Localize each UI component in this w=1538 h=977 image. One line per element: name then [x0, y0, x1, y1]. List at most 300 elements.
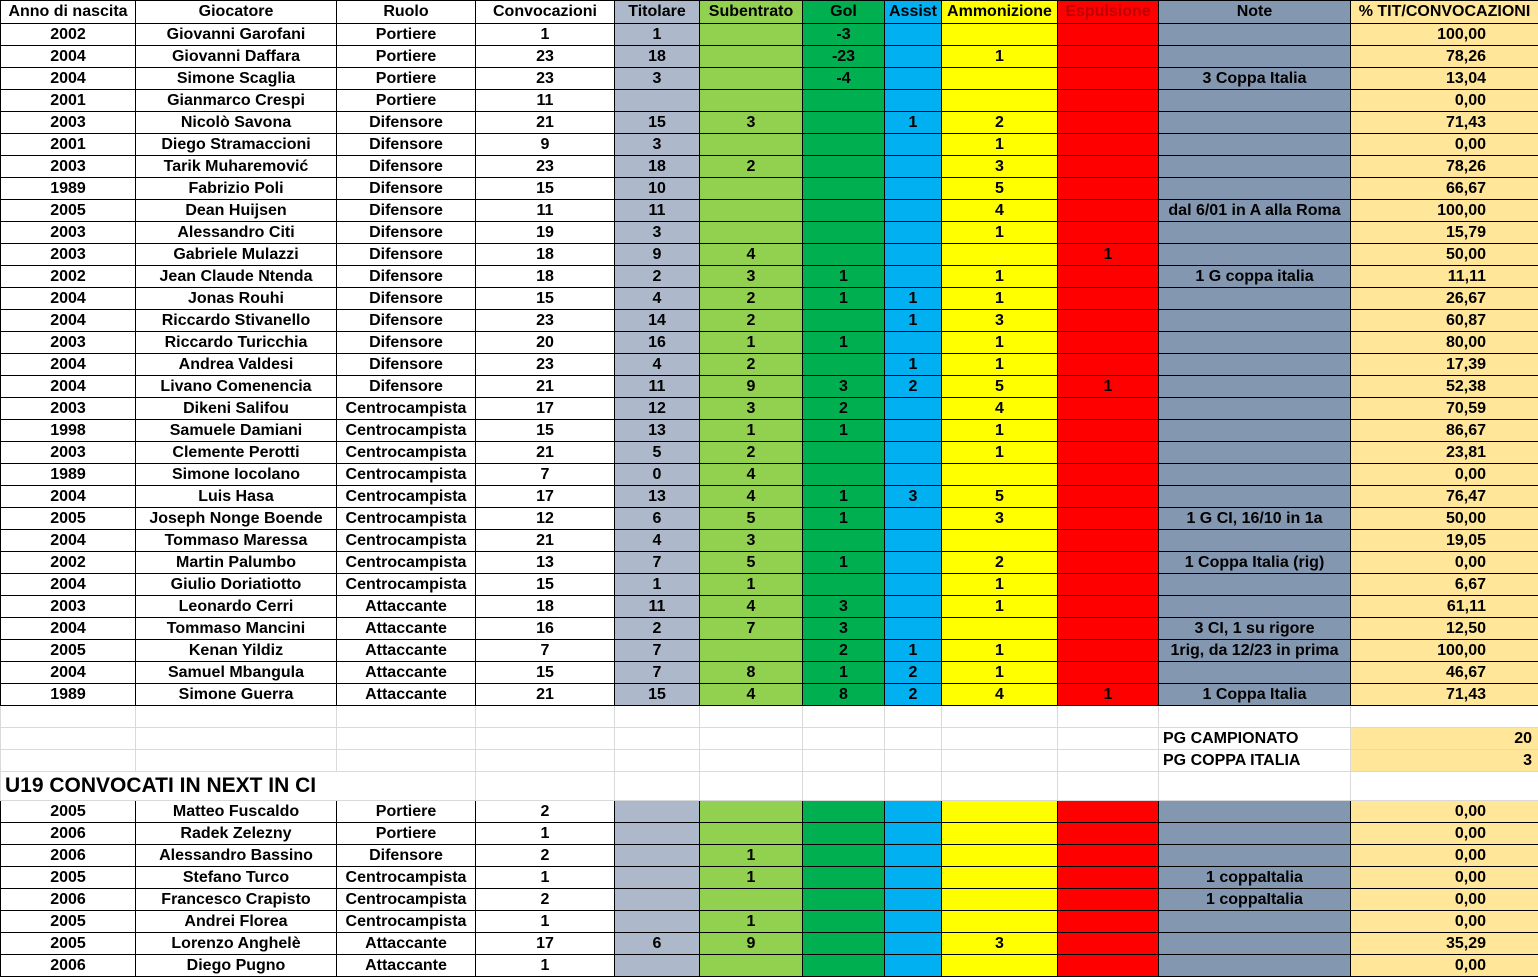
cell-titolare[interactable]: 15 [615, 684, 700, 706]
cell-ammonizione[interactable]: 1 [942, 574, 1058, 596]
cell-subentrato[interactable] [700, 24, 803, 46]
empty-cell[interactable] [700, 728, 803, 750]
summary-value[interactable]: 20 [1351, 728, 1538, 750]
cell-titolare[interactable] [615, 867, 700, 889]
cell-percent[interactable]: 52,38 [1351, 376, 1538, 398]
cell-convocazioni[interactable]: 2 [476, 801, 615, 823]
cell-convocazioni[interactable]: 23 [476, 354, 615, 376]
header-subentrato[interactable]: Subentrato [700, 1, 803, 24]
cell-gol[interactable]: 1 [803, 266, 885, 288]
cell-percent[interactable]: 6,67 [1351, 574, 1538, 596]
cell-gol[interactable] [803, 933, 885, 955]
cell-note[interactable]: 3 Coppa Italia [1159, 68, 1351, 90]
cell-ammonizione[interactable] [942, 618, 1058, 640]
cell-giocatore[interactable]: Jonas Rouhi [136, 288, 337, 310]
cell-giocatore[interactable]: Tommaso Mancini [136, 618, 337, 640]
cell-titolare[interactable]: 18 [615, 156, 700, 178]
empty-cell[interactable] [1058, 728, 1159, 750]
cell-giocatore[interactable]: Dikeni Salifou [136, 398, 337, 420]
summary-value[interactable]: 3 [1351, 750, 1538, 772]
cell-titolare[interactable]: 1 [615, 574, 700, 596]
cell-gol[interactable] [803, 574, 885, 596]
cell-subentrato[interactable]: 9 [700, 933, 803, 955]
empty-cell[interactable] [1, 706, 136, 728]
cell-note[interactable] [1159, 955, 1351, 977]
cell-espulsione[interactable] [1058, 911, 1159, 933]
cell-anno[interactable]: 2004 [1, 354, 136, 376]
cell-ruolo[interactable]: Centrocampista [337, 911, 476, 933]
cell-percent[interactable]: 19,05 [1351, 530, 1538, 552]
cell-ammonizione[interactable]: 2 [942, 552, 1058, 574]
cell-note[interactable]: 1 coppaItalia [1159, 889, 1351, 911]
cell-assist[interactable] [885, 134, 942, 156]
cell-note[interactable] [1159, 156, 1351, 178]
cell-assist[interactable]: 1 [885, 288, 942, 310]
cell-titolare[interactable] [615, 801, 700, 823]
cell-gol[interactable] [803, 530, 885, 552]
empty-cell[interactable] [337, 750, 476, 772]
cell-ammonizione[interactable]: 1 [942, 640, 1058, 662]
cell-espulsione[interactable] [1058, 845, 1159, 867]
cell-titolare[interactable] [615, 823, 700, 845]
cell-giocatore[interactable]: Lorenzo Anghelè [136, 933, 337, 955]
cell-anno[interactable]: 2002 [1, 552, 136, 574]
cell-espulsione[interactable] [1058, 68, 1159, 90]
cell-note[interactable]: 1rig, da 12/23 in prima [1159, 640, 1351, 662]
cell-convocazioni[interactable]: 15 [476, 178, 615, 200]
cell-convocazioni[interactable]: 23 [476, 310, 615, 332]
cell-ruolo[interactable]: Attaccante [337, 955, 476, 977]
cell-note[interactable] [1159, 486, 1351, 508]
empty-cell[interactable] [476, 750, 615, 772]
header-ruolo[interactable]: Ruolo [337, 1, 476, 24]
cell-anno[interactable]: 2003 [1, 442, 136, 464]
cell-assist[interactable] [885, 24, 942, 46]
cell-giocatore[interactable]: Riccardo Turicchia [136, 332, 337, 354]
cell-ammonizione[interactable] [942, 867, 1058, 889]
empty-cell[interactable] [1159, 706, 1351, 728]
cell-anno[interactable]: 2004 [1, 376, 136, 398]
empty-cell[interactable] [1, 728, 136, 750]
cell-percent[interactable]: 50,00 [1351, 244, 1538, 266]
cell-espulsione[interactable] [1058, 24, 1159, 46]
cell-percent[interactable]: 46,67 [1351, 662, 1538, 684]
cell-espulsione[interactable] [1058, 889, 1159, 911]
cell-ammonizione[interactable]: 3 [942, 156, 1058, 178]
cell-ammonizione[interactable]: 4 [942, 200, 1058, 222]
cell-espulsione[interactable] [1058, 46, 1159, 68]
cell-anno[interactable]: 2003 [1, 596, 136, 618]
cell-titolare[interactable]: 12 [615, 398, 700, 420]
cell-note[interactable] [1159, 354, 1351, 376]
cell-note[interactable] [1159, 933, 1351, 955]
cell-gol[interactable]: 3 [803, 596, 885, 618]
cell-giocatore[interactable]: Leonardo Cerri [136, 596, 337, 618]
cell-anno[interactable]: 2006 [1, 955, 136, 977]
cell-convocazioni[interactable]: 19 [476, 222, 615, 244]
cell-subentrato[interactable]: 1 [700, 420, 803, 442]
cell-gol[interactable] [803, 90, 885, 112]
cell-titolare[interactable]: 6 [615, 508, 700, 530]
cell-percent[interactable]: 71,43 [1351, 684, 1538, 706]
cell-espulsione[interactable] [1058, 354, 1159, 376]
cell-anno[interactable]: 2003 [1, 112, 136, 134]
cell-anno[interactable]: 2004 [1, 530, 136, 552]
cell-subentrato[interactable]: 4 [700, 684, 803, 706]
cell-ammonizione[interactable]: 2 [942, 112, 1058, 134]
cell-espulsione[interactable] [1058, 200, 1159, 222]
cell-subentrato[interactable]: 9 [700, 376, 803, 398]
cell-note[interactable]: dal 6/01 in A alla Roma [1159, 200, 1351, 222]
cell-percent[interactable]: 100,00 [1351, 24, 1538, 46]
cell-percent[interactable]: 26,67 [1351, 288, 1538, 310]
cell-giocatore[interactable]: Nicolò Savona [136, 112, 337, 134]
cell-gol[interactable] [803, 911, 885, 933]
cell-gol[interactable] [803, 354, 885, 376]
cell-assist[interactable] [885, 90, 942, 112]
cell-gol[interactable]: 2 [803, 640, 885, 662]
cell-titolare[interactable]: 11 [615, 376, 700, 398]
cell-assist[interactable] [885, 867, 942, 889]
cell-assist[interactable] [885, 823, 942, 845]
cell-ruolo[interactable]: Centrocampista [337, 420, 476, 442]
cell-ruolo[interactable]: Centrocampista [337, 574, 476, 596]
cell-convocazioni[interactable]: 21 [476, 376, 615, 398]
cell-assist[interactable]: 1 [885, 310, 942, 332]
cell-anno[interactable]: 2005 [1, 911, 136, 933]
cell-assist[interactable] [885, 442, 942, 464]
cell-assist[interactable] [885, 530, 942, 552]
cell-subentrato[interactable]: 1 [700, 911, 803, 933]
cell-note[interactable] [1159, 464, 1351, 486]
cell-ammonizione[interactable] [942, 24, 1058, 46]
cell-note[interactable] [1159, 112, 1351, 134]
cell-anno[interactable]: 2003 [1, 398, 136, 420]
cell-gol[interactable] [803, 442, 885, 464]
empty-cell[interactable] [136, 706, 337, 728]
cell-ruolo[interactable]: Portiere [337, 90, 476, 112]
cell-percent[interactable]: 78,26 [1351, 46, 1538, 68]
cell-percent[interactable]: 78,26 [1351, 156, 1538, 178]
empty-cell[interactable] [136, 750, 337, 772]
cell-note[interactable] [1159, 222, 1351, 244]
cell-percent[interactable]: 66,67 [1351, 178, 1538, 200]
cell-ammonizione[interactable] [942, 90, 1058, 112]
cell-subentrato[interactable]: 1 [700, 574, 803, 596]
cell-anno[interactable]: 2003 [1, 222, 136, 244]
empty-cell[interactable] [942, 750, 1058, 772]
cell-giocatore[interactable]: Tommaso Maressa [136, 530, 337, 552]
cell-gol[interactable] [803, 178, 885, 200]
cell-note[interactable] [1159, 90, 1351, 112]
cell-note[interactable]: 1 coppaItalia [1159, 867, 1351, 889]
cell-convocazioni[interactable]: 15 [476, 420, 615, 442]
cell-percent[interactable]: 0,00 [1351, 845, 1538, 867]
cell-ammonizione[interactable]: 5 [942, 376, 1058, 398]
header-gol[interactable]: Gol [803, 1, 885, 24]
cell-giocatore[interactable]: Giovanni Garofani [136, 24, 337, 46]
cell-giocatore[interactable]: Alessandro Citi [136, 222, 337, 244]
empty-cell[interactable] [803, 728, 885, 750]
cell-percent[interactable]: 13,04 [1351, 68, 1538, 90]
cell-titolare[interactable]: 13 [615, 486, 700, 508]
cell-gol[interactable] [803, 889, 885, 911]
cell-ruolo[interactable]: Difensore [337, 266, 476, 288]
header-convocazioni[interactable]: Convocazioni [476, 1, 615, 24]
cell-ruolo[interactable]: Difensore [337, 332, 476, 354]
cell-convocazioni[interactable]: 12 [476, 508, 615, 530]
cell-assist[interactable] [885, 552, 942, 574]
cell-espulsione[interactable] [1058, 398, 1159, 420]
empty-cell[interactable] [476, 772, 615, 801]
cell-anno[interactable]: 2004 [1, 618, 136, 640]
cell-gol[interactable] [803, 134, 885, 156]
cell-percent[interactable]: 17,39 [1351, 354, 1538, 376]
cell-percent[interactable]: 23,81 [1351, 442, 1538, 464]
cell-note[interactable] [1159, 332, 1351, 354]
cell-gol[interactable]: 8 [803, 684, 885, 706]
cell-subentrato[interactable]: 3 [700, 112, 803, 134]
cell-titolare[interactable]: 3 [615, 68, 700, 90]
cell-subentrato[interactable] [700, 955, 803, 977]
cell-note[interactable] [1159, 662, 1351, 684]
cell-percent[interactable]: 0,00 [1351, 823, 1538, 845]
cell-giocatore[interactable]: Luis Hasa [136, 486, 337, 508]
cell-anno[interactable]: 2004 [1, 574, 136, 596]
cell-anno[interactable]: 2004 [1, 310, 136, 332]
cell-anno[interactable]: 2005 [1, 867, 136, 889]
cell-subentrato[interactable]: 5 [700, 552, 803, 574]
cell-gol[interactable] [803, 823, 885, 845]
cell-ammonizione[interactable] [942, 889, 1058, 911]
cell-titolare[interactable]: 2 [615, 618, 700, 640]
cell-gol[interactable]: 1 [803, 486, 885, 508]
cell-titolare[interactable]: 3 [615, 222, 700, 244]
cell-ammonizione[interactable]: 1 [942, 442, 1058, 464]
cell-ammonizione[interactable] [942, 823, 1058, 845]
header-ammonizione[interactable]: Ammonizione [942, 1, 1058, 24]
cell-assist[interactable]: 2 [885, 684, 942, 706]
cell-ruolo[interactable]: Difensore [337, 112, 476, 134]
cell-note[interactable]: 1 Coppa Italia [1159, 684, 1351, 706]
cell-espulsione[interactable] [1058, 486, 1159, 508]
cell-subentrato[interactable]: 4 [700, 244, 803, 266]
empty-cell[interactable] [803, 772, 885, 801]
cell-subentrato[interactable] [700, 640, 803, 662]
empty-cell[interactable] [1351, 706, 1538, 728]
cell-assist[interactable]: 1 [885, 640, 942, 662]
cell-assist[interactable] [885, 156, 942, 178]
cell-ruolo[interactable]: Difensore [337, 354, 476, 376]
empty-cell[interactable] [1159, 772, 1351, 801]
cell-ammonizione[interactable]: 4 [942, 684, 1058, 706]
empty-cell[interactable] [700, 750, 803, 772]
cell-percent[interactable]: 12,50 [1351, 618, 1538, 640]
cell-subentrato[interactable]: 2 [700, 156, 803, 178]
cell-note[interactable] [1159, 24, 1351, 46]
cell-assist[interactable] [885, 464, 942, 486]
cell-subentrato[interactable]: 5 [700, 508, 803, 530]
cell-anno[interactable]: 2005 [1, 200, 136, 222]
cell-giocatore[interactable]: Jean Claude Ntenda [136, 266, 337, 288]
cell-gol[interactable]: 3 [803, 376, 885, 398]
cell-anno[interactable]: 2005 [1, 801, 136, 823]
cell-subentrato[interactable]: 2 [700, 288, 803, 310]
cell-convocazioni[interactable]: 21 [476, 442, 615, 464]
cell-ruolo[interactable]: Centrocampista [337, 398, 476, 420]
cell-subentrato[interactable] [700, 90, 803, 112]
cell-espulsione[interactable] [1058, 933, 1159, 955]
cell-ammonizione[interactable] [942, 530, 1058, 552]
cell-titolare[interactable]: 3 [615, 134, 700, 156]
cell-convocazioni[interactable]: 23 [476, 68, 615, 90]
cell-ammonizione[interactable]: 1 [942, 222, 1058, 244]
cell-note[interactable] [1159, 530, 1351, 552]
cell-convocazioni[interactable]: 20 [476, 332, 615, 354]
cell-note[interactable] [1159, 178, 1351, 200]
cell-assist[interactable] [885, 596, 942, 618]
cell-gol[interactable] [803, 244, 885, 266]
cell-percent[interactable]: 0,00 [1351, 867, 1538, 889]
cell-giocatore[interactable]: Gabriele Mulazzi [136, 244, 337, 266]
empty-cell[interactable] [1351, 772, 1538, 801]
cell-convocazioni[interactable]: 15 [476, 662, 615, 684]
cell-gol[interactable] [803, 867, 885, 889]
cell-ammonizione[interactable] [942, 68, 1058, 90]
cell-anno[interactable]: 1989 [1, 464, 136, 486]
cell-anno[interactable]: 2006 [1, 889, 136, 911]
cell-ruolo[interactable]: Difensore [337, 376, 476, 398]
cell-giocatore[interactable]: Kenan Yildiz [136, 640, 337, 662]
cell-gol[interactable]: 1 [803, 420, 885, 442]
cell-assist[interactable] [885, 845, 942, 867]
cell-anno[interactable]: 2003 [1, 244, 136, 266]
empty-cell[interactable] [942, 728, 1058, 750]
cell-anno[interactable]: 2005 [1, 640, 136, 662]
cell-ammonizione[interactable]: 1 [942, 332, 1058, 354]
cell-convocazioni[interactable]: 17 [476, 933, 615, 955]
cell-note[interactable] [1159, 596, 1351, 618]
cell-ruolo[interactable]: Portiere [337, 46, 476, 68]
empty-cell[interactable] [476, 706, 615, 728]
cell-espulsione[interactable] [1058, 640, 1159, 662]
cell-giocatore[interactable]: Andrea Valdesi [136, 354, 337, 376]
cell-ruolo[interactable]: Portiere [337, 823, 476, 845]
empty-cell[interactable] [1058, 772, 1159, 801]
cell-gol[interactable]: 1 [803, 552, 885, 574]
cell-titolare[interactable]: 5 [615, 442, 700, 464]
cell-anno[interactable]: 2006 [1, 823, 136, 845]
cell-percent[interactable]: 0,00 [1351, 134, 1538, 156]
cell-gol[interactable]: 1 [803, 508, 885, 530]
cell-titolare[interactable]: 16 [615, 332, 700, 354]
cell-ruolo[interactable]: Attaccante [337, 596, 476, 618]
cell-subentrato[interactable]: 7 [700, 618, 803, 640]
cell-espulsione[interactable]: 1 [1058, 684, 1159, 706]
cell-titolare[interactable]: 9 [615, 244, 700, 266]
cell-espulsione[interactable] [1058, 618, 1159, 640]
cell-gol[interactable]: -23 [803, 46, 885, 68]
cell-convocazioni[interactable]: 15 [476, 574, 615, 596]
cell-ruolo[interactable]: Difensore [337, 310, 476, 332]
empty-cell[interactable] [942, 772, 1058, 801]
cell-ammonizione[interactable]: 5 [942, 178, 1058, 200]
cell-espulsione[interactable] [1058, 156, 1159, 178]
cell-titolare[interactable]: 10 [615, 178, 700, 200]
cell-percent[interactable]: 100,00 [1351, 640, 1538, 662]
cell-espulsione[interactable] [1058, 310, 1159, 332]
cell-ruolo[interactable]: Difensore [337, 288, 476, 310]
cell-subentrato[interactable]: 3 [700, 266, 803, 288]
cell-note[interactable]: 1 G CI, 16/10 in 1a [1159, 508, 1351, 530]
header-note[interactable]: Note [1159, 1, 1351, 24]
cell-espulsione[interactable]: 1 [1058, 376, 1159, 398]
cell-espulsione[interactable] [1058, 801, 1159, 823]
cell-titolare[interactable] [615, 90, 700, 112]
cell-assist[interactable] [885, 68, 942, 90]
cell-subentrato[interactable] [700, 801, 803, 823]
cell-titolare[interactable] [615, 911, 700, 933]
cell-espulsione[interactable] [1058, 464, 1159, 486]
cell-gol[interactable]: 1 [803, 662, 885, 684]
cell-convocazioni[interactable]: 18 [476, 244, 615, 266]
empty-cell[interactable] [337, 728, 476, 750]
cell-gol[interactable] [803, 955, 885, 977]
cell-convocazioni[interactable]: 1 [476, 955, 615, 977]
cell-ammonizione[interactable]: 3 [942, 508, 1058, 530]
cell-titolare[interactable]: 0 [615, 464, 700, 486]
cell-subentrato[interactable]: 4 [700, 596, 803, 618]
cell-anno[interactable]: 2002 [1, 24, 136, 46]
cell-percent[interactable]: 0,00 [1351, 552, 1538, 574]
cell-percent[interactable]: 71,43 [1351, 112, 1538, 134]
cell-espulsione[interactable] [1058, 596, 1159, 618]
cell-giocatore[interactable]: Livano Comenencia [136, 376, 337, 398]
cell-note[interactable] [1159, 574, 1351, 596]
cell-ammonizione[interactable] [942, 244, 1058, 266]
cell-titolare[interactable]: 7 [615, 662, 700, 684]
cell-espulsione[interactable] [1058, 332, 1159, 354]
cell-subentrato[interactable]: 8 [700, 662, 803, 684]
cell-titolare[interactable]: 18 [615, 46, 700, 68]
cell-percent[interactable]: 86,67 [1351, 420, 1538, 442]
cell-assist[interactable] [885, 178, 942, 200]
cell-convocazioni[interactable]: 9 [476, 134, 615, 156]
cell-giocatore[interactable]: Stefano Turco [136, 867, 337, 889]
cell-espulsione[interactable] [1058, 266, 1159, 288]
cell-giocatore[interactable]: Clemente Perotti [136, 442, 337, 464]
cell-giocatore[interactable]: Fabrizio Poli [136, 178, 337, 200]
cell-percent[interactable]: 100,00 [1351, 200, 1538, 222]
cell-ruolo[interactable]: Centrocampista [337, 867, 476, 889]
cell-giocatore[interactable]: Alessandro Bassino [136, 845, 337, 867]
cell-ammonizione[interactable] [942, 801, 1058, 823]
cell-gol[interactable] [803, 845, 885, 867]
cell-note[interactable] [1159, 845, 1351, 867]
empty-cell[interactable] [1058, 750, 1159, 772]
empty-cell[interactable] [1, 750, 136, 772]
cell-titolare[interactable]: 15 [615, 112, 700, 134]
cell-assist[interactable]: 1 [885, 112, 942, 134]
cell-ammonizione[interactable] [942, 911, 1058, 933]
cell-ammonizione[interactable]: 1 [942, 288, 1058, 310]
empty-cell[interactable] [803, 750, 885, 772]
empty-cell[interactable] [885, 728, 942, 750]
cell-giocatore[interactable]: Joseph Nonge Boende [136, 508, 337, 530]
cell-anno[interactable]: 1989 [1, 684, 136, 706]
cell-ruolo[interactable]: Centrocampista [337, 889, 476, 911]
cell-espulsione[interactable] [1058, 134, 1159, 156]
